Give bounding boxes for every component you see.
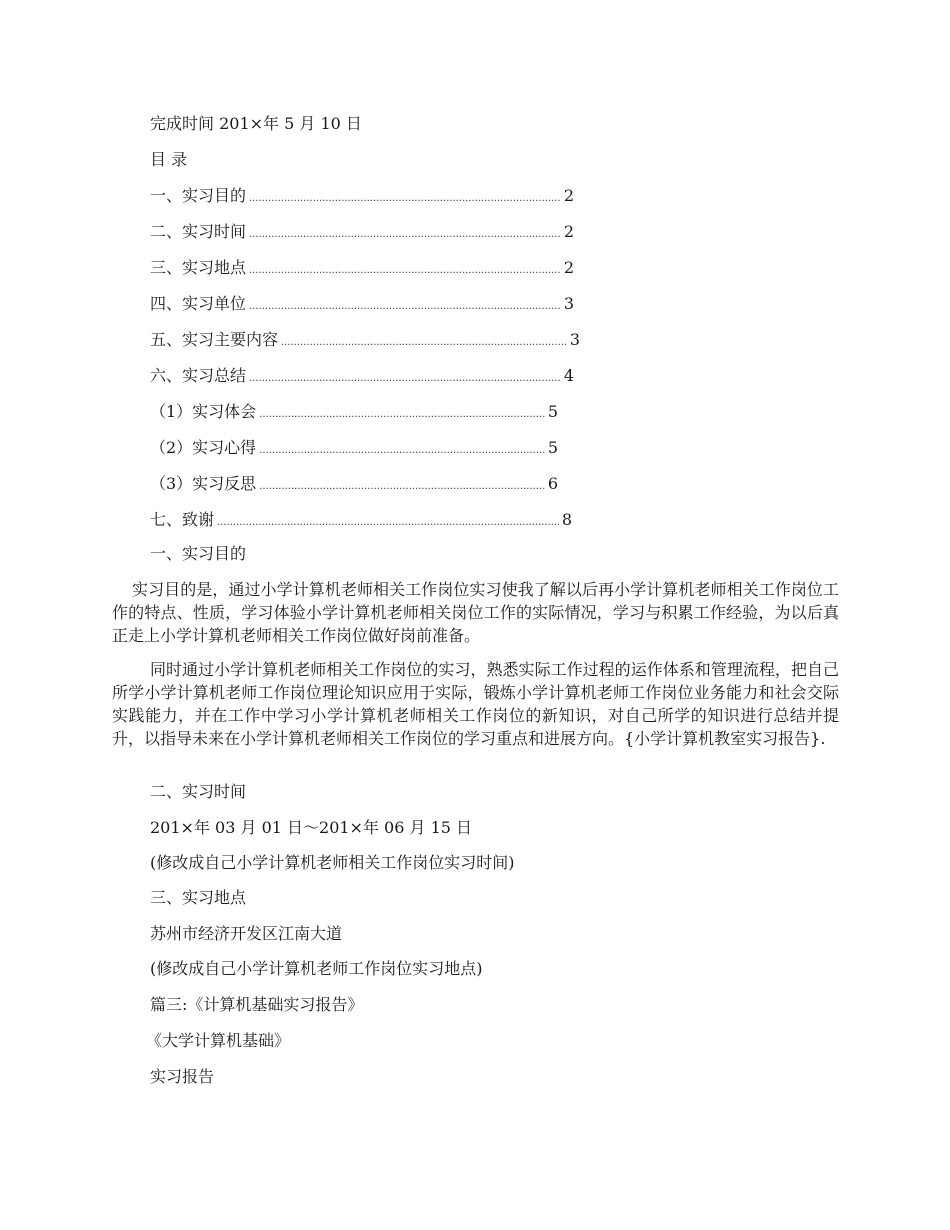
toc-entry-label: 三、实习地点: [150, 258, 247, 277]
toc-entry-page: 8: [561, 510, 572, 529]
internship-place-note: (修改成自己小学计算机老师工作岗位实习地点): [150, 959, 483, 978]
toc-leader-dots: [249, 189, 561, 209]
toc-entry[interactable]: [150, 474, 558, 497]
toc-entry[interactable]: [150, 330, 580, 353]
toc-entry-page: 5: [547, 438, 558, 457]
toc-entry[interactable]: [150, 510, 572, 533]
toc-leader-dots: [249, 297, 561, 317]
toc-leader-dots: [249, 369, 561, 389]
section-heading-place: 三、实习地点: [150, 888, 247, 907]
toc-entry-label: 六、实习总结: [150, 366, 247, 385]
toc-entry-page: 2: [563, 222, 574, 241]
toc-entry-label: 五、实习主要内容: [150, 330, 279, 349]
completion-time: 完成时间 201×年 5 月 10 日: [150, 114, 362, 133]
toc-entry-page: 4: [563, 366, 574, 385]
internship-place-value: 苏州市经济开发区江南大道: [150, 924, 343, 943]
toc-entry[interactable]: [150, 438, 558, 461]
toc-entry-page: 3: [563, 294, 574, 313]
internship-time-note: (修改成自己小学计算机老师相关工作岗位实习时间): [150, 853, 515, 872]
toc-leader-dots: [259, 405, 545, 425]
toc-entry[interactable]: [150, 258, 574, 281]
part-three-title: 篇三:《计算机基础实习报告》: [150, 995, 364, 1014]
toc-entry-page: 5: [547, 402, 558, 421]
toc-entry-label: 七、致谢: [150, 510, 215, 529]
toc-leader-dots: [259, 441, 545, 461]
toc-leader-dots: [217, 513, 559, 533]
toc-leader-dots: [281, 333, 567, 353]
toc-entry-label: 四、实习单位: [150, 294, 247, 313]
section-heading-time: 二、实习时间: [150, 782, 247, 801]
paragraph-purpose-1: 实习目的是，通过小学计算机老师相关工作岗位实习使我了解以后再小学计算机老师相关工作岗位工作的特点、性质，学习体验小学计算机老师相关岗位工作的实际情况，学习与积累工作经验，为以后真正走上小学计算机老师相关工作岗位做好岗前准备。: [112, 580, 839, 645]
paragraph-purpose-2: 同时通过小学计算机老师相关工作岗位的实习，熟悉实际工作过程的运作体系和管理流程，把自己所学小学计算机老师工作岗位理论知识应用于实际，锻炼小学计算机老师工作岗位业务能力和社会交际实践能力，并在工作中学习小学计算机老师相关工作岗位的新知识，对自己所学的知识进行总结并提升，以指导未来在小学计算机老师相关工作岗位的学习重点和进展方向。{小学计算机教室实习报告}.: [112, 660, 839, 748]
toc-entry-page: 3: [569, 330, 580, 349]
toc-entry-label: （1）实习体会: [150, 402, 257, 421]
course-title: 《大学计算机基础》: [146, 1031, 291, 1050]
toc-title: 目 录: [150, 150, 188, 169]
toc-leader-dots: [249, 261, 561, 281]
toc-entry-page: 2: [563, 186, 574, 205]
toc-leader-dots: [249, 225, 561, 245]
toc-entry[interactable]: [150, 222, 574, 245]
toc-entry-label: 二、实习时间: [150, 222, 247, 241]
toc-entry[interactable]: [150, 366, 574, 389]
toc-entry-label: 一、实习目的: [150, 186, 247, 205]
toc-entry-label: （2）实习心得: [150, 438, 257, 457]
toc-leader-dots: [259, 477, 545, 497]
internship-time-value: 201×年 03 月 01 日～201×年 06 月 15 日: [150, 818, 473, 837]
toc-entry[interactable]: [150, 294, 574, 317]
section-heading-purpose: 一、实习目的: [150, 544, 247, 563]
toc-entry-page: 2: [563, 258, 574, 277]
toc-entry-label: （3）实习反思: [150, 474, 257, 493]
toc-entry-page: 6: [547, 474, 558, 493]
toc-entry[interactable]: [150, 186, 574, 209]
toc-entry[interactable]: [150, 402, 558, 425]
report-label: 实习报告: [150, 1067, 215, 1086]
